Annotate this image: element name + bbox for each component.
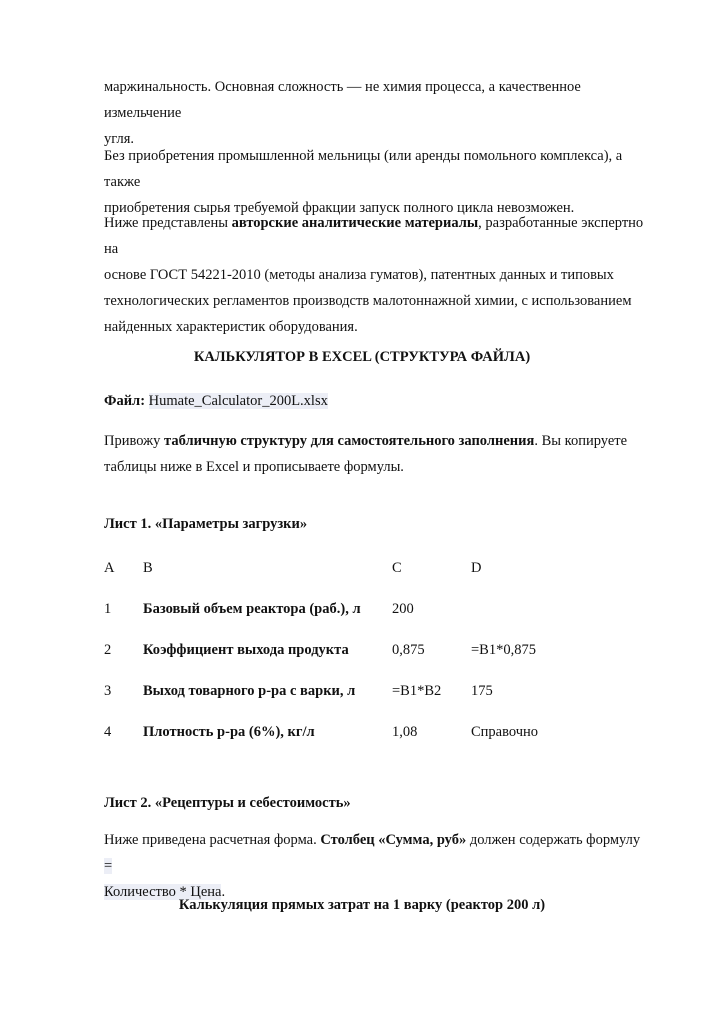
- paragraph-calc-form: Ниже приведена расчетная форма. Столбец «Сумма, руб» должен содержать формулу = Количество * Цена.: [104, 832, 641, 900]
- file-label: Файл:: [104, 393, 146, 409]
- header-col-c: C: [392, 560, 402, 576]
- calc-table-title: Калькуляция прямых затрат на 1 варку (реактор 200 л): [178, 897, 546, 913]
- paragraph-table-structure: Привожу табличную структуру для самостоятельного заполнения. Вы копируете таблицы ниже в Excel и прописываете формулы.: [104, 433, 628, 475]
- document-page: маржинальность. Основная сложность — не химия процесса, а качественное измельчение угля. Без приобретения промышленной мельницы (или аренды помольного комплекса), а также приобретения сырья требуемой фракции запуск полного цикла невозможен. Ниже представлены авторские аналитические материалы, разработанные экспертно на основе ГОСТ 54221-2010 (методы анализа гуматов), патентных данных и типовых технологических регламентов производств малотоннажной химии, с использованием найденных характеристик оборудования. КАЛЬКУЛЯТОР В EXCEL (СТРУКТУРА ФАЙЛА) Файл: Humate_Calculator_200L.xlsx Привожу табличную структуру для самостоятельного заполнения. Вы копируете таблицы ниже в Excel и прописываете формулы. Лист 1. «Параметры загрузки» A B C D 1 Базовый объем реактора (раб.), л 200 2 Коэффициент выхода продукта 0,875 =B1*0,875 3 Выход товарного р-ра с варки, л =B1*B2 175 4 Плотность р-ра (6%), кг/л 1,08 Справочно Лист 2. «Рецептуры и себестоимость» Ниже приведена расчетная форма. Столбец «Сумма, руб» должен содержать формулу = Количество * Цена. Калькуляция прямых затрат на 1 варку (реактор 200 л): [0, 0, 724, 1024]
- sheet1-title: Лист 1. «Параметры загрузки»: [104, 516, 308, 532]
- paragraph-marginality: маржинальность. Основная сложность — не химия процесса, а качественное измельчение угля.: [104, 79, 581, 147]
- formula-text: Количество * Цена: [104, 884, 222, 900]
- bold-author-materials: авторские аналитические материалы: [231, 215, 479, 231]
- paragraph-mill: Без приобретения промышленной мельницы (или аренды помольного комплекса), а также приобретения сырья требуемой фракции запуск полного цикла невозможен.: [104, 148, 623, 216]
- header-col-b: B: [143, 560, 153, 576]
- file-name: Humate_Calculator_200L.xlsx: [148, 393, 328, 409]
- header-col-d: D: [471, 560, 482, 576]
- sheet2-title: Лист 2. «Рецептуры и себестоимость»: [104, 795, 351, 811]
- paragraph-materials: Ниже представлены авторские аналитические материалы, разработанные экспертно на основе ГОСТ 54221-2010 (методы анализа гуматов), патентных данных и типовых технологических регламентов производств малотоннажной химии, с использованием найденных характеристик оборудования.: [104, 215, 644, 335]
- header-col-a: A: [104, 560, 115, 576]
- section-heading: КАЛЬКУЛЯТОР В EXCEL (СТРУКТУРА ФАЙЛА): [193, 349, 531, 365]
- file-line: [104, 388, 644, 414]
